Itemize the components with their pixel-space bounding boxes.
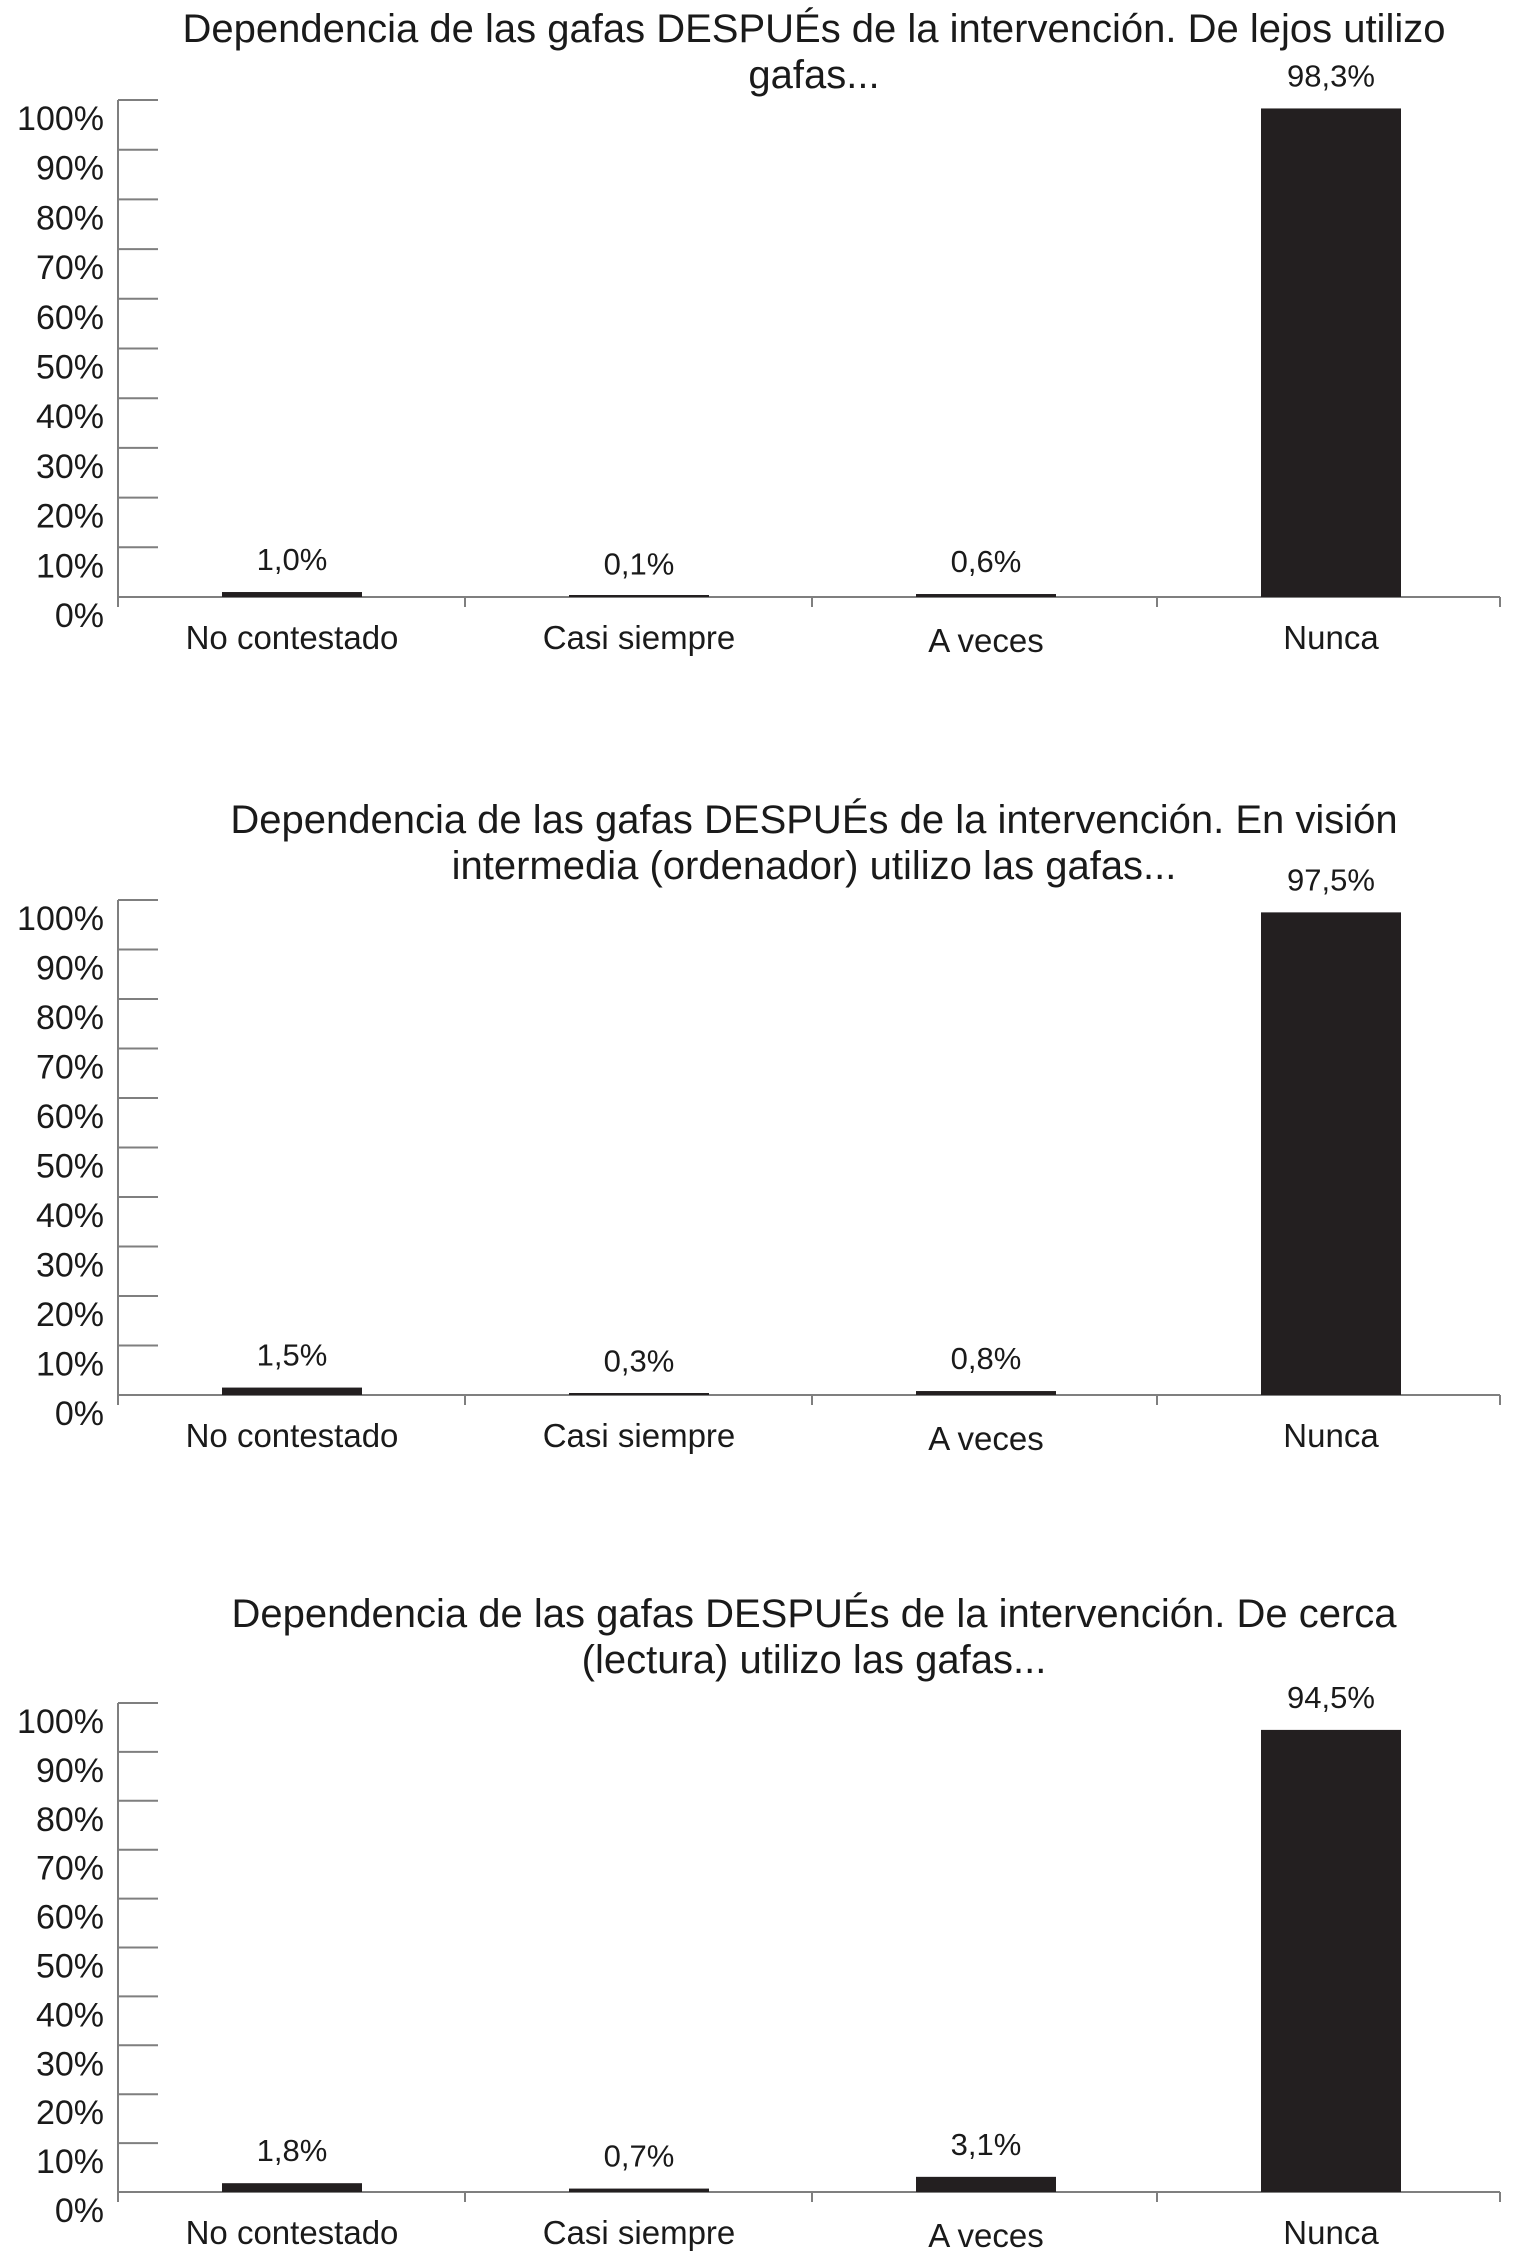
data-label: 0,7%: [603, 2138, 675, 2174]
x-category-label: Nunca: [1283, 619, 1379, 656]
chart-title-line: gafas...: [748, 53, 880, 97]
data-label: 97,5%: [1287, 862, 1375, 898]
y-tick-label: 20%: [35, 497, 104, 536]
bar-casi-siempre: [569, 595, 709, 597]
y-tick-label: 50%: [35, 348, 104, 387]
data-label: 0,6%: [950, 544, 1022, 580]
y-tick-label: 30%: [35, 2045, 104, 2084]
data-label: 0,8%: [950, 1341, 1022, 1377]
y-tick-label: 0%: [54, 2192, 104, 2230]
x-category-label: Casi siempre: [542, 1417, 736, 1454]
chart-title-line: intermedia (ordenador) utilizo las gafas...: [451, 844, 1177, 888]
bar-no-contestado: [222, 1388, 362, 1395]
y-tick-label: 70%: [35, 249, 104, 288]
y-tick-label: 40%: [35, 1197, 104, 1235]
chart-2: [17, 797, 1500, 1457]
bar-a-veces: [916, 2177, 1056, 2192]
bar-nunca: [1261, 108, 1401, 597]
y-tick-label: 70%: [35, 1849, 104, 1888]
y-tick-label: 100%: [17, 1703, 104, 1741]
y-tick-label: 40%: [35, 1996, 104, 2035]
data-label: 3,1%: [950, 2126, 1022, 2162]
data-label: 98,3%: [1287, 58, 1375, 94]
chart-3: [17, 1591, 1500, 2254]
chart-title-line: Dependencia de las gafas DESPUÉs de la intervención. De lejos utilizo: [182, 7, 1446, 51]
y-tick-label: 80%: [35, 999, 104, 1037]
y-tick-label: 10%: [35, 2143, 104, 2182]
y-tick-label: 0%: [54, 597, 104, 635]
x-category-label: Casi siempre: [542, 619, 736, 656]
x-category-label: A veces: [928, 622, 1044, 659]
data-label: 0,3%: [603, 1343, 675, 1379]
data-label: 1,5%: [256, 1337, 328, 1373]
y-tick-label: 100%: [17, 100, 104, 138]
bar-no-contestado: [222, 2183, 362, 2192]
y-tick-label: 10%: [35, 1345, 104, 1384]
x-category-label: No contestado: [185, 2214, 399, 2251]
data-label: 0,1%: [603, 546, 675, 582]
y-tick-label: 20%: [35, 2094, 104, 2133]
y-tick-label: 80%: [35, 199, 104, 238]
y-tick-label: 90%: [35, 1751, 104, 1790]
y-tick-label: 0%: [54, 1395, 104, 1433]
x-category-label: Casi siempre: [542, 2214, 736, 2251]
bar-no-contestado: [222, 592, 362, 597]
data-label: 94,5%: [1287, 1679, 1375, 1715]
y-tick-label: 50%: [35, 1147, 104, 1186]
chart-title-line: (lectura) utilizo las gafas...: [581, 1638, 1047, 1682]
bar-a-veces: [916, 1391, 1056, 1395]
y-tick-label: 50%: [35, 1947, 104, 1986]
chart-title-line: Dependencia de las gafas DESPUÉs de la intervención. De cerca: [231, 1592, 1397, 1636]
x-category-label: A veces: [928, 2217, 1044, 2254]
y-tick-label: 30%: [35, 447, 104, 486]
y-tick-label: 60%: [35, 1098, 104, 1136]
x-category-label: Nunca: [1283, 1417, 1379, 1454]
x-category-label: No contestado: [185, 1417, 399, 1454]
chart-title-line: Dependencia de las gafas DESPUÉs de la intervención. En visión: [230, 798, 1398, 842]
bar-nunca: [1261, 912, 1401, 1395]
y-tick-label: 100%: [17, 900, 104, 938]
bar-a-veces: [916, 594, 1056, 597]
y-tick-label: 20%: [35, 1296, 104, 1334]
y-tick-label: 40%: [35, 398, 104, 437]
data-label: 1,0%: [256, 542, 328, 578]
y-tick-label: 30%: [35, 1246, 104, 1285]
bar-casi-siempre: [569, 1393, 709, 1395]
x-category-label: Nunca: [1283, 2214, 1379, 2251]
chart-1: [17, 6, 1500, 659]
data-label: 1,8%: [256, 2133, 328, 2169]
y-tick-label: 60%: [35, 1898, 104, 1937]
y-tick-label: 90%: [35, 949, 104, 988]
y-tick-label: 70%: [35, 1048, 104, 1087]
y-tick-label: 60%: [35, 298, 104, 337]
bar-casi-siempre: [569, 2189, 709, 2192]
y-tick-label: 90%: [35, 149, 104, 188]
x-category-label: A veces: [928, 1420, 1044, 1457]
y-tick-label: 80%: [35, 1800, 104, 1839]
bar-nunca: [1261, 1730, 1401, 2192]
y-tick-label: 10%: [35, 547, 104, 586]
x-category-label: No contestado: [185, 619, 399, 656]
